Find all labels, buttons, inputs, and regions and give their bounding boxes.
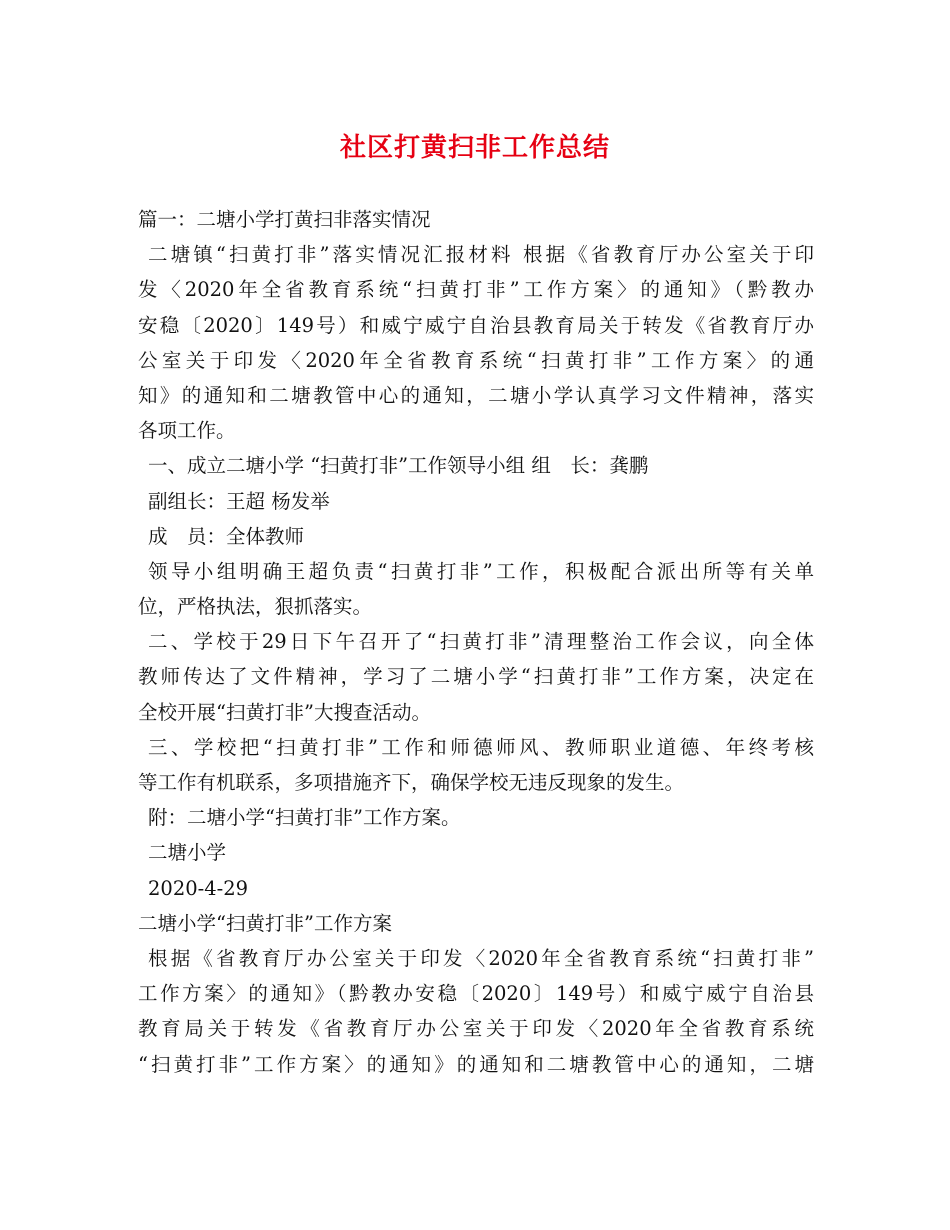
paragraph-line: 安稳〔2020〕149号）和威宁威宁自治县教育局关于转发《省教育厅办 [138,313,814,337]
paragraph-line: 成 员：全体教师 [148,524,305,548]
paragraph-line: 教师传达了文件精神，学习了二塘小学“扫黄打非”工作方案，决定在 [138,665,814,689]
paragraph-line: 知》的通知和二塘教管中心的通知，二塘小学认真学习文件精神，落实 [138,383,814,407]
paragraph-line: 公室关于印发〈2020年全省教育系统“扫黄打非”工作方案〉的通 [138,348,814,372]
paragraph-line: 工作方案〉的通知》（黔教办安稳〔2020〕149号）和威宁威宁自治县 [138,982,814,1006]
paragraph-line: “扫黄打非”工作方案〉的通知》的通知和二塘教管中心的通知，二塘 [138,1052,814,1076]
paragraph-line: 根据《省教育厅办公室关于印发〈2020年全省教育系统“扫黄打非” [148,946,814,970]
section-heading: 二塘小学“扫黄打非”工作方案 [138,911,392,935]
paragraph-line: 全校开展“扫黄打非”大搜查活动。 [138,700,431,724]
paragraph-line: 等工作有机联系，多项措施齐下，确保学校无违反现象的发生。 [138,771,685,794]
section-heading: 篇一：二塘小学打黄扫非落实情况 [138,208,431,231]
date-line: 2020-4-29 [148,876,249,900]
paragraph-line: 教育局关于转发《省教育厅办公室关于印发〈2020年全省教育系统 [138,1017,814,1041]
paragraph-line: 附：二塘小学“扫黄打非”工作方案。 [148,806,461,830]
paragraph-line: 三、学校把“扫黄打非”工作和师德师风、教师职业道德、年终考核 [148,735,814,759]
document-body [138,202,814,1082]
paragraph-line: 位，严格执法，狠抓落实。 [138,595,373,619]
paragraph-line: 各项工作。 [138,419,236,443]
signature-line: 二塘小学 [148,841,227,865]
paragraph-line: 领导小组明确王超负责“扫黄打非”工作，积极配合派出所等有关单 [148,559,814,583]
document-title: 社区打黄扫非工作总结 [339,133,610,163]
paragraph-line: 二、学校于29日下午召开了“扫黄打非”清理整治工作会议，向全体 [148,630,814,654]
paragraph-line: 副组长：王超 杨发举 [148,489,330,513]
paragraph-line: 二塘镇“扫黄打非”落实情况汇报材料 根据《省教育厅办公室关于印 [148,243,814,267]
paragraph-line: 一、成立二塘小学 “扫黄打非”工作领导小组 组 长：龚鹏 [148,454,649,478]
paragraph-line: 发〈2020年全省教育系统“扫黄打非”工作方案〉的通知》（黔教办 [138,278,814,302]
